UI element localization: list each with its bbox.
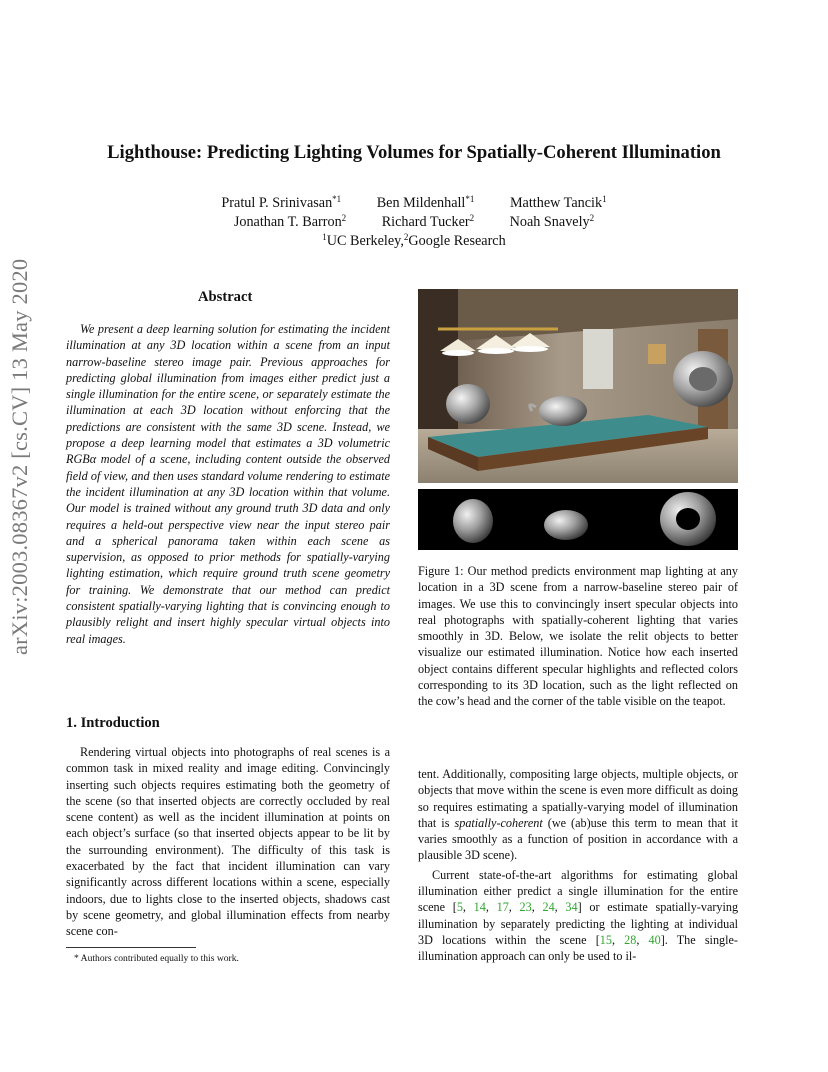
abstract-heading: Abstract bbox=[198, 289, 253, 305]
author: Ben Mildenhall$^{*1}$ bbox=[376, 194, 475, 211]
intro-paragraph-3: Current state-of-the-art algorithms for estimating global illumination either predict a single illumination for the entire scene [5, 14, 17, 23, 24, 34] or estimate spatially-varying illumination by separately predicting the lighting at individual 3D locations within the scene [15, 28, 40]. The single-illumination approach can only be used to il- bbox=[418, 867, 739, 964]
citation-link[interactable]: 5 bbox=[456, 900, 463, 915]
citation-link[interactable]: 15 bbox=[599, 932, 612, 947]
affiliations: $^1$UC Berkeley,$^2$Google Research bbox=[322, 232, 506, 249]
footnote-rule bbox=[66, 947, 196, 948]
citation-link[interactable]: 24 bbox=[542, 900, 555, 915]
intro-column-right bbox=[418, 766, 738, 965]
footnote: * Authors contributed equally to this work. bbox=[74, 953, 239, 964]
intro-paragraph-1: Rendering virtual objects into photographs of real scenes is a common task in mixed reality and image editing. Convincingly inserting such objects requires estimating both the geometry of the scene (so that inserted objects are correctly occluded by real scene content) as well as the incident illumination at points on each object’s surface (so that inserted objects appear to be lit by the surrounding environment). The difficulty of this task is exacerbated by the fact that incident illumination can vary significantly across different locations within a scene, especially indoors, due to lights close to the inserted objects, shadows cast by scene geometry, and global illumination effects from nearby scene con- bbox=[66, 745, 390, 939]
citation-link[interactable]: 17 bbox=[496, 900, 509, 915]
citation-link[interactable]: 23 bbox=[519, 900, 532, 915]
arxiv-identifier: arXiv:2003.08367v2 [cs.CV] 13 May 2020 bbox=[7, 258, 32, 655]
paper-title: Lighthouse: Predicting Lighting Volumes for Spatially-Coherent Illumination bbox=[107, 142, 721, 163]
citation-link[interactable]: 40 bbox=[648, 932, 661, 947]
author-row-1 bbox=[0, 195, 828, 212]
author: Noah Snavely$^2$ bbox=[509, 213, 595, 230]
author-row-2 bbox=[0, 214, 828, 231]
author: Pratul P. Srinivasan$^{*1}$ bbox=[221, 194, 342, 211]
figure-caption: Figure 1: Our method predicts environment map lighting at any location in a 3D scene from a narrow-baseline stereo pair of images. We use this to convincingly insert specular objects into real photographs with spatially-coherent lighting that varies smoothly in 3D. Below, we isolate the relit objects to better visualize our estimated illumination. Notice how each inserted object contains different specular highlights and reflected colors corresponding to its 3D location, such as the light reflected on the cow’s head and the corner of the table visible on the teapot. bbox=[418, 564, 738, 709]
figure-isolated-objects bbox=[418, 489, 738, 550]
author: Jonathan T. Barron$^2$ bbox=[233, 213, 347, 230]
citation-link[interactable]: 14 bbox=[473, 900, 486, 915]
abstract-body bbox=[66, 321, 390, 647]
figure-scene-render bbox=[418, 289, 738, 483]
citation-link[interactable]: 34 bbox=[565, 900, 578, 915]
intro-paragraph-2: tent. Additionally, compositing large objects, multiple objects, or objects that move within the scene is even more difficult as doing so requires estimating a spatially-varying model of illumination that is spatially-coherent (we (ab)use this term to mean that it varies smoothly as a function of position in accordance with a plausible 3D scene). bbox=[418, 767, 739, 863]
intro-column-left bbox=[66, 744, 390, 940]
author: Richard Tucker$^2$ bbox=[381, 213, 475, 230]
section-heading-introduction: 1. Introduction bbox=[66, 715, 160, 731]
citation-link[interactable]: 28 bbox=[624, 932, 637, 947]
abstract-text: We present a deep learning solution for estimating the incident illumination at any 3D location within a scene from an input narrow-baseline stereo image pair. Previous approaches for predicting global illumination from images either predict just a single illumination for the entire scene, or separately estimate the illumination at each 3D location without enforcing that the predictions are consistent with the same 3D scene. Instead, we propose a deep learning model that estimates a 3D volumetric RGBα model of a scene, including content outside the observed field of view, and then uses standard volume rendering to estimate the incident illumination at any 3D location within that volume. Our model is trained without any ground truth 3D data and only requires a held-out perspective view near the input stereo pair and a spherical panorama taken within each scene as supervision, as opposed to prior methods for spatially-varying lighting estimation, which require ground truth scene geometry for training. We demonstrate that our method can predict consistent spatially-varying lighting that is convincing enough to plausibly relight and insert highly specular virtual objects into real images. bbox=[66, 322, 390, 646]
author: Matthew Tancik$^1$ bbox=[509, 194, 607, 211]
